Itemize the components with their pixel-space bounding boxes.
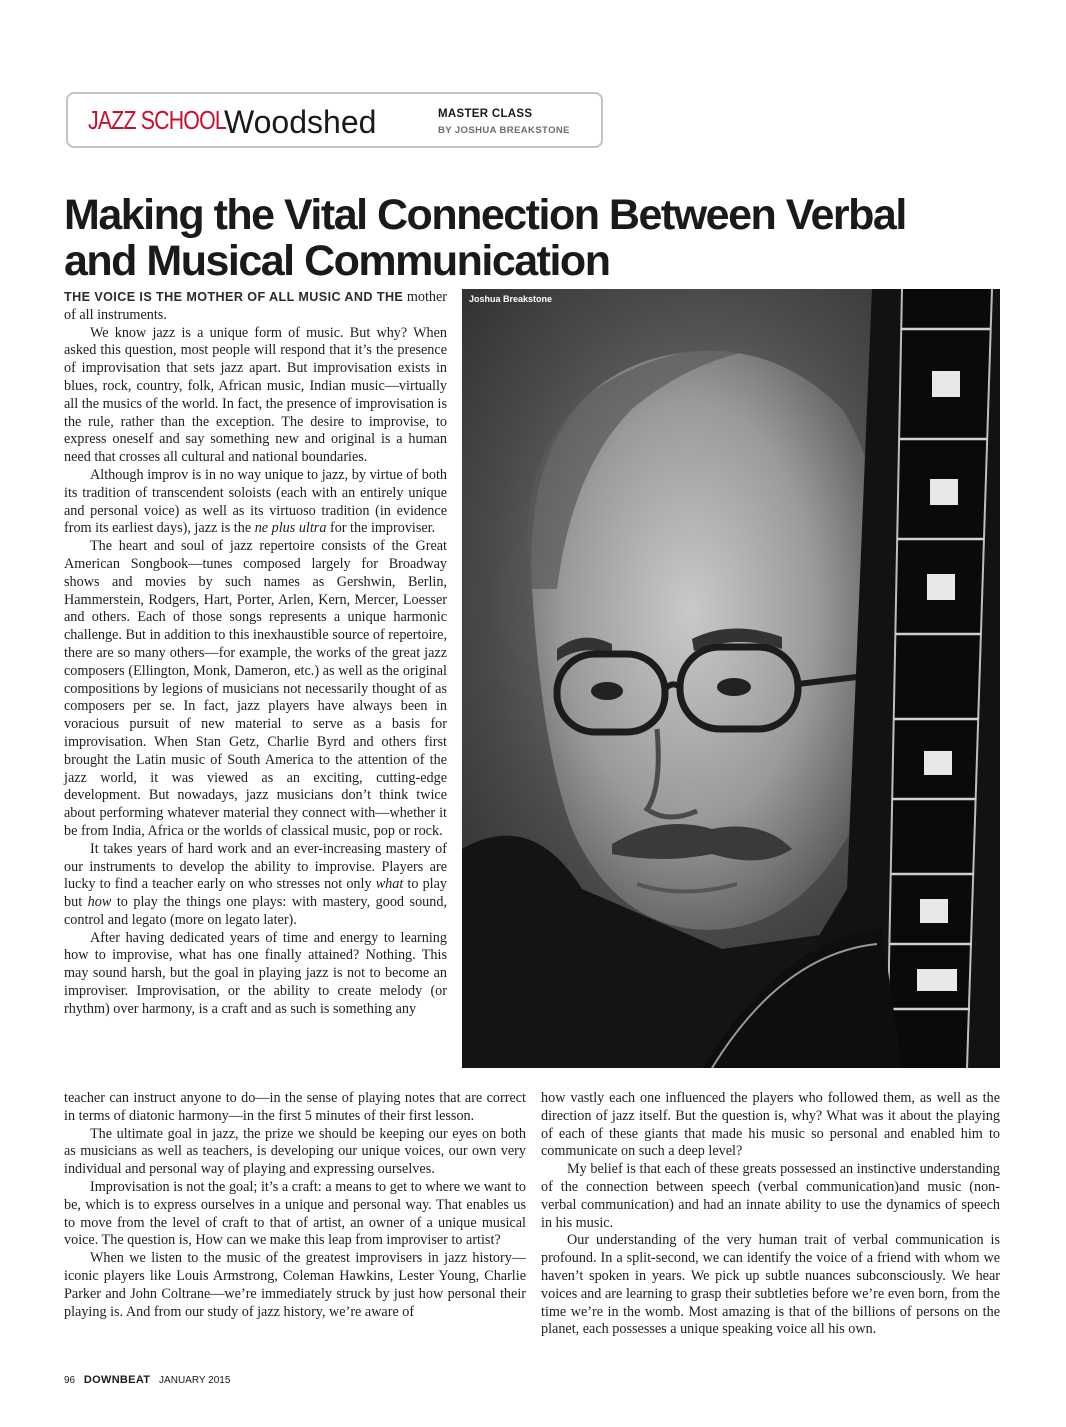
- body-paragraph: We know jazz is a unique form of music. But why? When asked this question, most people will respond that it’s the presence of improvisation that sets jazz apart. But improvisation exists in blues, rock, country, folk, African music, Indian music—virtually all the musics of the world. In fact, the presence of improvisation is the rule, rather than the exception. The desire to improvise, to express oneself and say something new and original is a human need that crosses all cultural and national boundaries.: [64, 324, 447, 466]
- body-paragraph: Although improv is in no way unique to jazz, by virtue of both its tradition of transcendent soloists (each with an entirely unique and personal voice) as well as its virtuoso tradition (in evidence from its earliest days), jazz is the ne plus ultra for the improviser.: [64, 466, 447, 537]
- portrait-photo: [462, 289, 1000, 1068]
- body-paragraph: Our understanding of the very human trait of verbal communication is profound. In a split-second, we can identify the voice of a friend with whom we haven’t spoken in years. We pick up subtle nuances subconsciously. We hear voices and are learning to grasp their subtleties before we’re even born, from the time we’re in the womb. Most amazing is that of the billions of persons on the planet, each possesses a unique speaking voice all his own.: [541, 1232, 1000, 1338]
- page-footer: [64, 1374, 230, 1386]
- column-title: Woodshed: [224, 104, 377, 140]
- italic-phrase: ne plus ultra: [254, 520, 327, 537]
- body-paragraph: Improvisation is not the goal; it’s a craft: a means to get to where we want to be, which is to express ourselves in a unique and personal way. That enables us to move from the level of craft to that of artist, an owner of a unique musical voice. The question is, How can we make this leap from improviser to artist?: [64, 1178, 526, 1249]
- issue-date: JANUARY 2015: [159, 1375, 231, 1386]
- portrait-illustration: [462, 289, 1000, 1068]
- column-bottom-left: [64, 1090, 526, 1321]
- body-paragraph: When we listen to the music of the greatest improvisers in jazz history—iconic players like Louis Armstrong, Coleman Hawkins, Lester Young, Charlie Parker and John Coltrane—we’re immediately struck by just how personal their playing is. And from our study of jazz history, we’re aware of: [64, 1250, 526, 1320]
- body-paragraph: After having dedicated years of time and energy to learning how to improvise, what has one finally attained? Nothing. This may sound harsh, but the goal in playing jazz is not to become an improviser. Improvisation, or the ability to create melody (or rhythm) over harmony, is a craft and as such is something any: [64, 929, 447, 1017]
- body-paragraph: The heart and soul of jazz repertoire consists of the Great American Songbook—tunes composed largely for Broadway shows and movies by such names as Gershwin, Berlin, Hammerstein, Rodgers, Hart, Porter, Arlen, Kern, Mercer, Loesser and others. Each of those songs represents a unique harmonic challenge. But in addition to this inexhaustible source of repertoire, there are so many others—for example, the works of the great jazz composers (Ellington, Monk, Dameron, etc.) as well as the original compositions by legions of musicians not necessarily thought of as composers per se. In fact, jazz players have always been in voracious pursuit of new material to serve as a basis for improvisation. When Stan Getz, Charlie Byrd and others first brought the Latin music of South America to the attention of the jazz world, it was viewed as an exciting, cutting-edge development. But nowadays, jazz musicians don’t think twice about performing whatever material they connect with—whether it be from India, Africa or the worlds of classical music, pop or rock.: [64, 538, 447, 839]
- section-label: JAZZ SCHOOL: [88, 105, 226, 135]
- magazine-name: DOWNBEAT: [83, 1374, 151, 1386]
- byline: BY JOSHUA BREAKSTONE: [438, 125, 570, 136]
- italic-word: what: [375, 876, 404, 893]
- lead-paragraph: [64, 289, 447, 325]
- column-bottom-right: [541, 1090, 1000, 1339]
- lead-caps: THE VOICE IS THE MOTHER OF ALL MUSIC AND THE: [64, 290, 404, 304]
- page-number: 96: [64, 1375, 76, 1386]
- headline: Making the Vital Connection Between Verbal and Musical Communication: [64, 191, 906, 285]
- photo-credit: Joshua Breakstone: [469, 294, 553, 304]
- body-paragraph: It takes years of hard work and an ever-increasing mastery of our instruments to develop the ability to improvise. Players are lucky to find a teacher early on who stresses not only what to play but how to play the things one plays: with mastery, good sound, control and legato (more on legato later).: [64, 840, 448, 928]
- italic-word: how: [87, 894, 112, 911]
- body-paragraph: My belief is that each of these greats possessed an instinctive understanding of the connection between speech (verbal communication)and music (non-verbal communication) and had an innate ability to use the dynamics of speech in his music.: [541, 1161, 1000, 1231]
- department-header: [66, 92, 603, 148]
- lead-rest: mother of all instruments.: [64, 289, 447, 323]
- kicker: MASTER CLASS: [438, 108, 533, 120]
- body-paragraph-continued: how vastly each one influenced the players who followed them, as well as the direction of jazz itself. But the question is, why? What was it about the playing of each of these giants that made his music so personal and enabled him to communicate on such a deep level?: [541, 1090, 1000, 1160]
- body-paragraph-continued: teacher can instruct anyone to do—in the sense of playing notes that are correct in terms of diatonic harmony—in the first 5 minutes of their first lesson.: [64, 1090, 526, 1124]
- column-left: [64, 289, 447, 1019]
- body-paragraph: The ultimate goal in jazz, the prize we should be keeping our eyes on both as musicians as well as teachers, is developing our unique voices, our own very individual and personal way of playing and expressing ourselves.: [64, 1125, 526, 1178]
